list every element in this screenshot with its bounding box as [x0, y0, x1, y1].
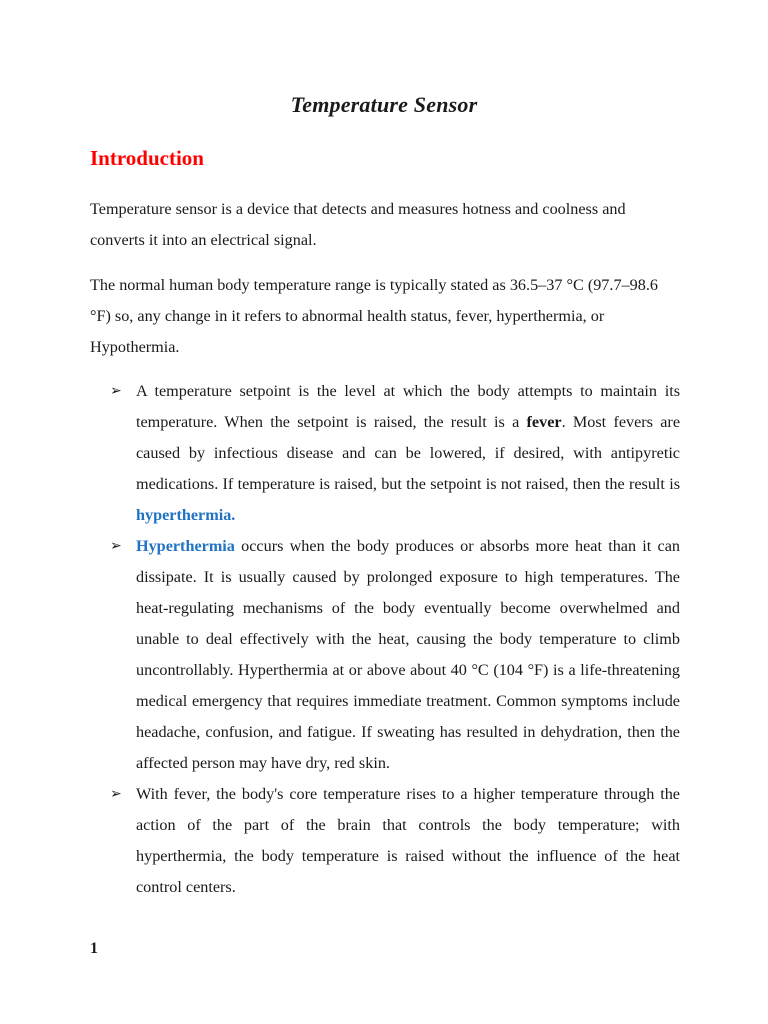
arrow-bullet-icon: ➢: [110, 786, 122, 802]
paragraph-definition: Temperature sensor is a device that detects and measures hotness and coolness and converts it into an electrical signal.: [90, 200, 626, 249]
list-item: [110, 531, 680, 779]
paragraph-normal-range: The normal human body temperature range is typically stated as 36.5–37 °C (97.7–98.6 °F) so, any change in it refers to abnormal health status, fever, hyperthermia, or Hypothermia.: [90, 276, 658, 356]
bullet-text: . Most fevers are caused by infectious disease and can be lowered, if desired, with antipyretic medications. If temperature is raised, but the setpoint is not raised, then the result is: [136, 413, 681, 493]
bullet-list: [110, 376, 680, 903]
bullet-text: With fever, the body's core temperature rises to a higher temperature through the action of the part of the brain that controls the body temperature; with hyperthermia, the body temperature is raised without the influence of the heat control centers.: [136, 785, 680, 896]
arrow-bullet-icon: ➢: [110, 538, 122, 554]
page-title: Temperature Sensor: [290, 92, 478, 117]
hyperthermia-term: Hyperthermia: [136, 537, 235, 555]
bullet-text: A temperature setpoint is the level at which the body attempts to maintain its temperature. When the setpoint is raised, the result is a: [136, 382, 680, 431]
page-number: 1: [90, 940, 98, 957]
fever-term: fever: [526, 413, 562, 431]
section-heading: Introduction: [90, 146, 204, 170]
bullet-text: occurs when the body produces or absorbs more heat than it can dissipate. It is usually caused by prolonged exposure to high temperatures. The heat-regulating mechanisms of the body eventually become overwhelmed and unable to deal effectively with the heat, causing the body temperature to climb uncontrollably. Hyperthermia at or above about 40 °C (104 °F) is a life-threatening medical emergency that requires immediate treatment. Common symptoms include headache, confusion, and fatigue. If sweating has resulted in dehydration, then the affected person may have dry, red skin.: [136, 537, 680, 772]
list-item: [110, 779, 680, 903]
hyperthermia-term: hyperthermia.: [136, 506, 236, 524]
list-item: [110, 376, 680, 531]
arrow-bullet-icon: ➢: [110, 383, 122, 399]
